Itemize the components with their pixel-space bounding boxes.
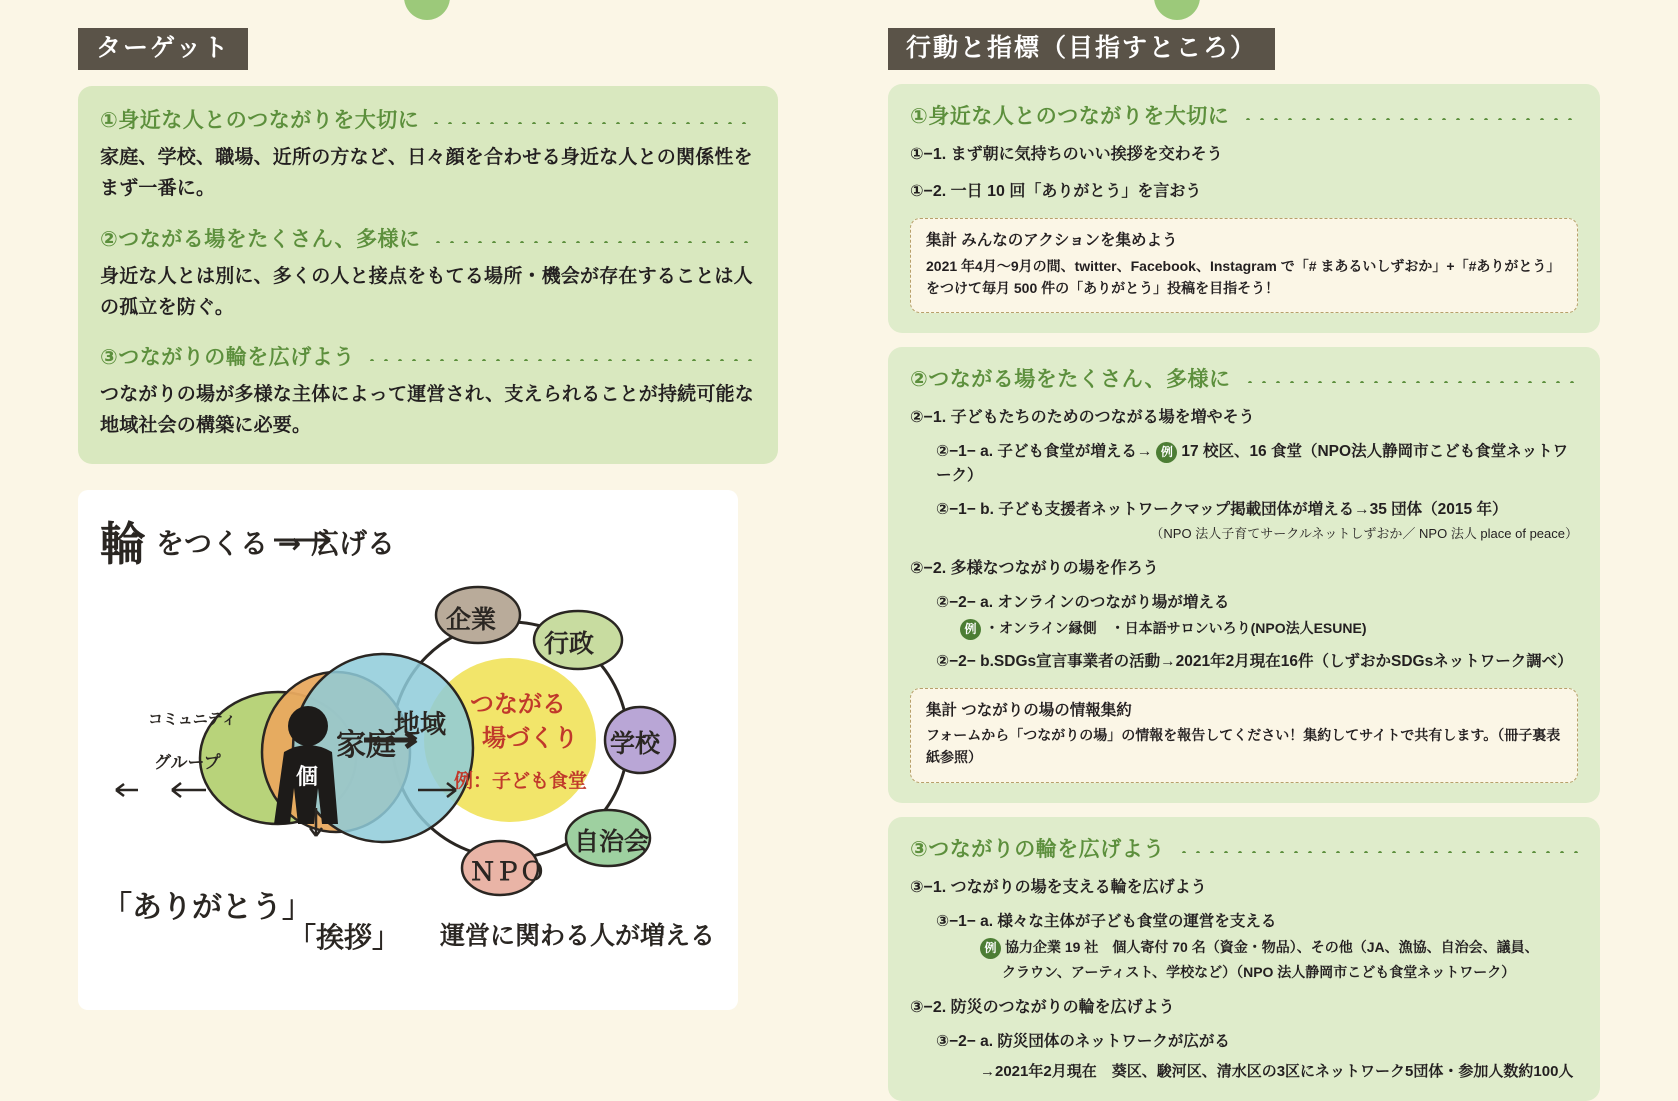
illustration-label-arigatou: 「ありがとう」 bbox=[102, 889, 312, 925]
action-card-2 bbox=[888, 347, 1600, 802]
illustration-label-group: グループ bbox=[154, 752, 221, 773]
target-block-2-head bbox=[100, 223, 756, 253]
dotted-rule-icon bbox=[429, 120, 756, 124]
illustration-label-bazukuri: 場づくり bbox=[482, 723, 578, 752]
target-block-3-head bbox=[100, 341, 756, 371]
action-card-2-head bbox=[910, 363, 1578, 393]
action-item: ①−1. まず朝に気持ちのいい挨拶を交わそう bbox=[910, 146, 1223, 164]
target-column bbox=[78, 28, 778, 1010]
action-item-source: （NPO 法人子育てサークルネットしずおか／ NPO 法人 place of peace） bbox=[1150, 526, 1578, 542]
action-item: ①−2. 一日 10 回「ありがとう」を言おう bbox=[910, 183, 1202, 201]
target-block-1 bbox=[100, 104, 756, 205]
action-card-1-heading: ①身近な人とのつながりを大切に bbox=[910, 105, 1230, 129]
example-badge-icon: 例 bbox=[1156, 442, 1177, 463]
action-item: →2021年2月現在 葵区、駿河区、清水区の3区にネットワーク5団体・参加人数約100人 bbox=[980, 1062, 1574, 1080]
target-block-2-heading: ②つながる場をたくさん、多様に bbox=[100, 227, 421, 251]
decorative-circle-left bbox=[404, 0, 450, 20]
actions-column bbox=[888, 28, 1600, 1101]
action-item: ③−2− a. 防災団体のネットワークが広がる bbox=[936, 1032, 1230, 1050]
aggregation-note-title: 集計 みんなのアクションを集めよう bbox=[926, 232, 1178, 250]
target-block-3-heading: ③つながりの輪を広げよう bbox=[100, 346, 355, 370]
action-item: クラウン、アーティスト、学校など）（NPO 法人静岡市こども食堂ネットワーク） bbox=[1002, 963, 1516, 980]
illustration-label-ko: 個 bbox=[296, 764, 319, 790]
action-item: ③−1− a. 様々な主体が子ども食堂の運営を支える bbox=[936, 912, 1277, 930]
dotted-rule-icon bbox=[1243, 379, 1578, 383]
aggregation-note-text: フォームから「つながりの場」の情報を報告してください！集約してサイトで共有します。（冊子裏表紙参照） bbox=[926, 727, 1561, 766]
action-card-3 bbox=[888, 817, 1600, 1101]
target-block-1-heading: ①身近な人とのつながりを大切に bbox=[100, 109, 420, 133]
target-block-3-body: つながりの場が多様な主体によって運営され、支えられることが持続可能な地域社会の構築に必要。 bbox=[100, 384, 754, 437]
illustration-label-kigyo: 企業 bbox=[446, 604, 497, 634]
aggregation-note-1 bbox=[910, 218, 1578, 313]
action-card-3-heading: ③つながりの輪を広げよう bbox=[910, 837, 1165, 861]
action-card-1 bbox=[888, 84, 1600, 333]
action-card-1-head bbox=[910, 100, 1578, 130]
action-card-3-head bbox=[910, 833, 1578, 863]
action-item: ③−2. 防災のつながりの輪を広げよう bbox=[910, 998, 1175, 1016]
dotted-rule-icon bbox=[1177, 849, 1578, 853]
illustration-label-unei: 運営に関わる人が増える bbox=[440, 920, 716, 950]
illustration-label-npo: ＮＰＯ bbox=[470, 856, 546, 886]
illustration-label-aisatsu: 「挨拶」 bbox=[288, 920, 401, 954]
illustration-title-wa: 輪 bbox=[100, 516, 146, 571]
action-item bbox=[936, 440, 1578, 488]
target-section-ribbon: ターゲット bbox=[78, 28, 248, 70]
illustration-title-rest: をつくる → 広げる bbox=[156, 526, 395, 560]
illustration-label-katei: 家庭 bbox=[336, 727, 396, 763]
actions-section-ribbon: 行動と指標（目指すところ） bbox=[888, 28, 1275, 70]
target-block-2 bbox=[100, 223, 756, 324]
action-card-2-heading: ②つながる場をたくさん、多様に bbox=[910, 368, 1231, 392]
example-badge-icon: 例 bbox=[980, 938, 1001, 959]
target-block-3 bbox=[100, 341, 756, 442]
dotted-rule-icon bbox=[365, 357, 756, 361]
target-block-1-head bbox=[100, 104, 756, 134]
aggregation-note-title: 集計 つながりの場の情報集約 bbox=[926, 701, 1132, 719]
illustration-label-chiiki: 地域 bbox=[394, 709, 447, 740]
action-item: ②−2− a. オンラインのつながり場が増える bbox=[936, 593, 1230, 611]
dotted-rule-icon bbox=[1241, 116, 1578, 120]
target-block-1-body: 家庭、学校、職場、近所の方など、日々顔を合わせる身近な人との関係性をまず一番に。 bbox=[100, 147, 753, 200]
illustration-label-gakko: 学校 bbox=[610, 728, 661, 758]
dotted-rule-icon bbox=[431, 239, 756, 243]
concept-illustration bbox=[78, 490, 738, 1010]
action-item-detail: ・オンライン縁側 ・日本語サロンいろり(NPO法人ESUNE) bbox=[985, 619, 1367, 636]
illustration-label-tsunagaru: つながる bbox=[470, 689, 566, 718]
target-panel bbox=[78, 86, 778, 464]
illustration-label-community: コミュニティ bbox=[148, 709, 237, 728]
target-block-2-body: 身近な人とは別に、多くの人と接点をもてる場所・機会が存在することは人の孤立を防ぐ。 bbox=[100, 265, 753, 318]
action-item-label: ②−1− a. 子ども食堂が増える→ bbox=[936, 443, 1153, 461]
action-item: ②−1. 子どもたちのためのつながる場を増やそう bbox=[910, 409, 1255, 427]
action-item-detail: 協力企業 19 社 個人寄付 70 名（資金・物品）、その他（JA、漁協、自治会、議員、 bbox=[1005, 938, 1539, 955]
action-item bbox=[956, 618, 1578, 640]
action-item: ③−1. つながりの場を支える輪を広げよう bbox=[910, 878, 1207, 896]
action-item-detail: 17 校区、16 食堂（NPO法人静岡市こども食堂ネットワーク） bbox=[936, 443, 1569, 485]
illustration-label-jichikai: 自治会 bbox=[574, 826, 650, 856]
aggregation-note-2 bbox=[910, 688, 1578, 783]
illustration-label-kodomo-shokudo: 例：子ども食堂 bbox=[454, 769, 588, 792]
action-item: ②−2− b.SDGs宣言事業者の活動→2021年2月現在16件（しずおかSDGsネットワーク調べ） bbox=[936, 652, 1573, 670]
action-item bbox=[976, 937, 1578, 959]
illustration-label-gyosei: 行政 bbox=[544, 628, 595, 658]
example-badge-icon: 例 bbox=[960, 619, 981, 640]
action-item: ②−2. 多様なつながりの場を作ろう bbox=[910, 559, 1159, 577]
aggregation-note-text: 2021 年4月〜9月の間、twitter、Facebook、Instagram で「# まあるいしずおか」+「#ありがとう」をつけて毎月 500 件の「ありがとう」投稿を目指そう！ bbox=[926, 257, 1561, 296]
decorative-circle-right bbox=[1154, 0, 1200, 20]
action-item: ②−1− b. 子ども支援者ネットワークマップ掲載団体が増える→35 団体（2015 年） bbox=[936, 501, 1508, 519]
